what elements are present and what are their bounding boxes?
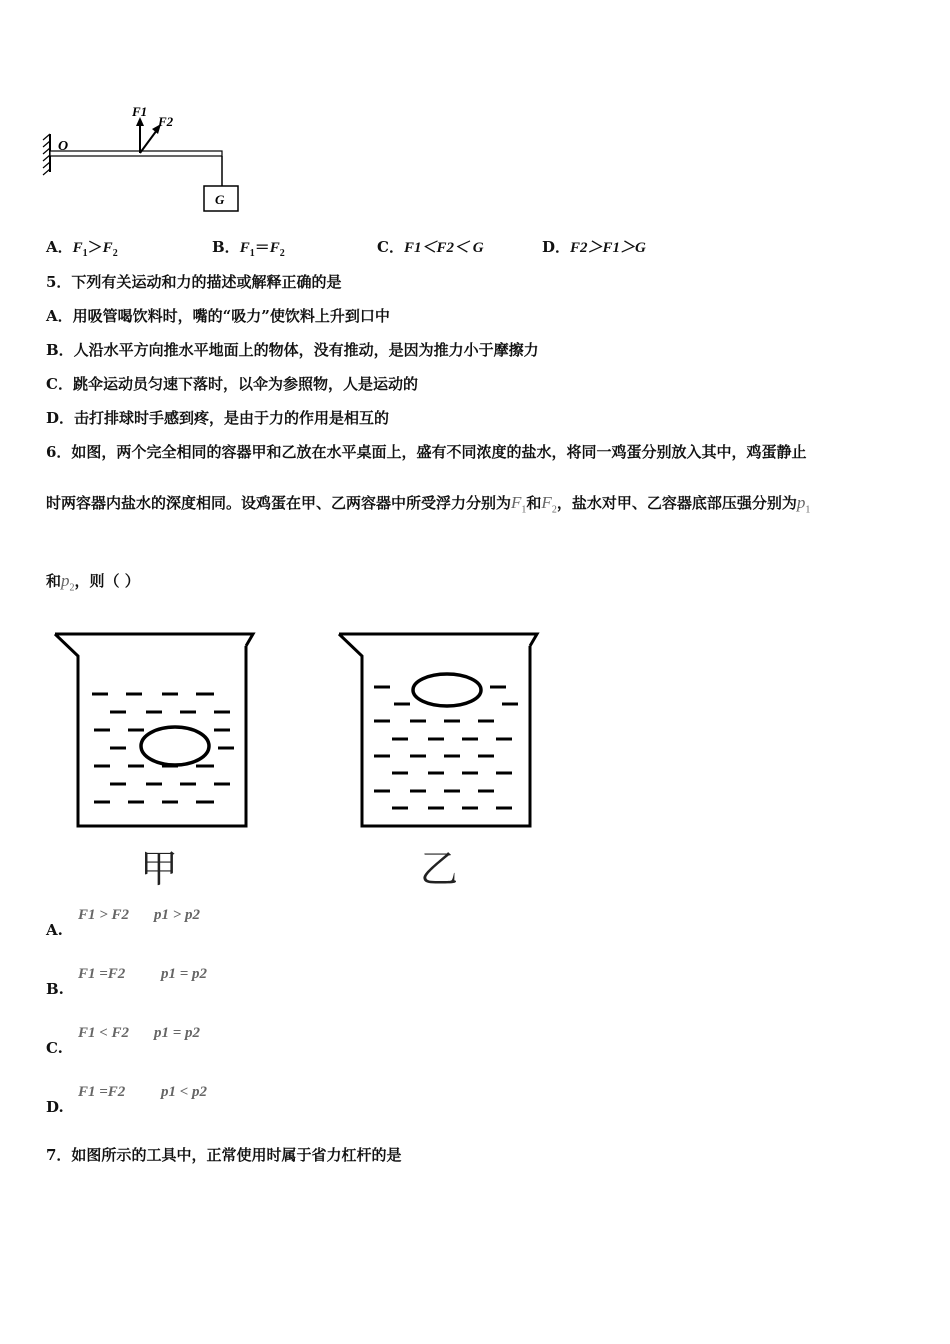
q5-option-c[interactable]: C．跳伞运动员匀速下落时，以伞为参照物，人是运动的 <box>46 375 418 393</box>
q4-option-d[interactable]: D．F2＞F1＞G <box>542 238 646 256</box>
q6-stem-line2: 时两容器内盐水的深度相同。设鸡蛋在甲、乙两容器中所受浮力分别为$F_1$和$F_2$，盐水对甲、乙容器底部压强分别为$p_1$ <box>46 493 811 516</box>
caption-yi: 乙 <box>420 847 459 891</box>
q4-option-b[interactable]: B．$F_1=F_2$ <box>212 238 285 259</box>
q6-option-b[interactable]: B. F1 =F2 p1 = p2 <box>46 966 208 998</box>
label-f1: F1 <box>132 104 148 119</box>
egg <box>413 674 481 706</box>
q5-stem: 5．下列有关运动和力的描述或解释正确的是 <box>46 273 342 291</box>
egg <box>141 727 209 765</box>
q6-stem-line3: 和$p_2$，则（ ） <box>46 571 140 594</box>
q6-stem-line1: 6．如图，两个完全相同的容器甲和乙放在水平桌面上，盛有不同浓度的盐水，将同一鸡蛋分别放入其中，鸡蛋静止 <box>46 443 807 461</box>
f2-arrow <box>140 130 157 153</box>
q4-option-c[interactable]: C．F1＜F2＜ G <box>377 238 484 256</box>
q5-option-a[interactable]: A．用吸管喝饮料时，嘴的“吸力”使饮料上升到口中 <box>46 307 390 325</box>
wall-hatching <box>43 134 50 175</box>
q5-option-b[interactable]: B．人沿水平方向推水平地面上的物体，没有推动，是因为推力小于摩擦力 <box>46 341 539 359</box>
label-g: G <box>215 192 225 207</box>
label-o: O <box>58 139 69 154</box>
q6-option-a[interactable]: A. F1 > F2 p1 > p2 <box>46 907 201 939</box>
beaker-yi <box>334 628 544 833</box>
q5-option-d[interactable]: D．击打排球时手感到疼，是由于力的作用是相互的 <box>46 409 390 427</box>
label-f2: F2 <box>158 114 174 129</box>
q6-option-d[interactable]: D. F1 =F2 p1 < p2 <box>46 1084 208 1116</box>
beaker-jia <box>50 628 260 833</box>
q6-option-c[interactable]: C. F1 < F2 p1 = p2 <box>46 1025 201 1057</box>
q7-stem: 7．如图所示的工具中，正常使用时属于省力杠杆的是 <box>46 1146 402 1164</box>
lever-figure <box>40 100 250 218</box>
caption-jia: 甲 <box>140 847 179 891</box>
q4-option-a[interactable]: A．$F_1>F_2$ <box>46 238 118 259</box>
lever-bar <box>50 151 222 156</box>
